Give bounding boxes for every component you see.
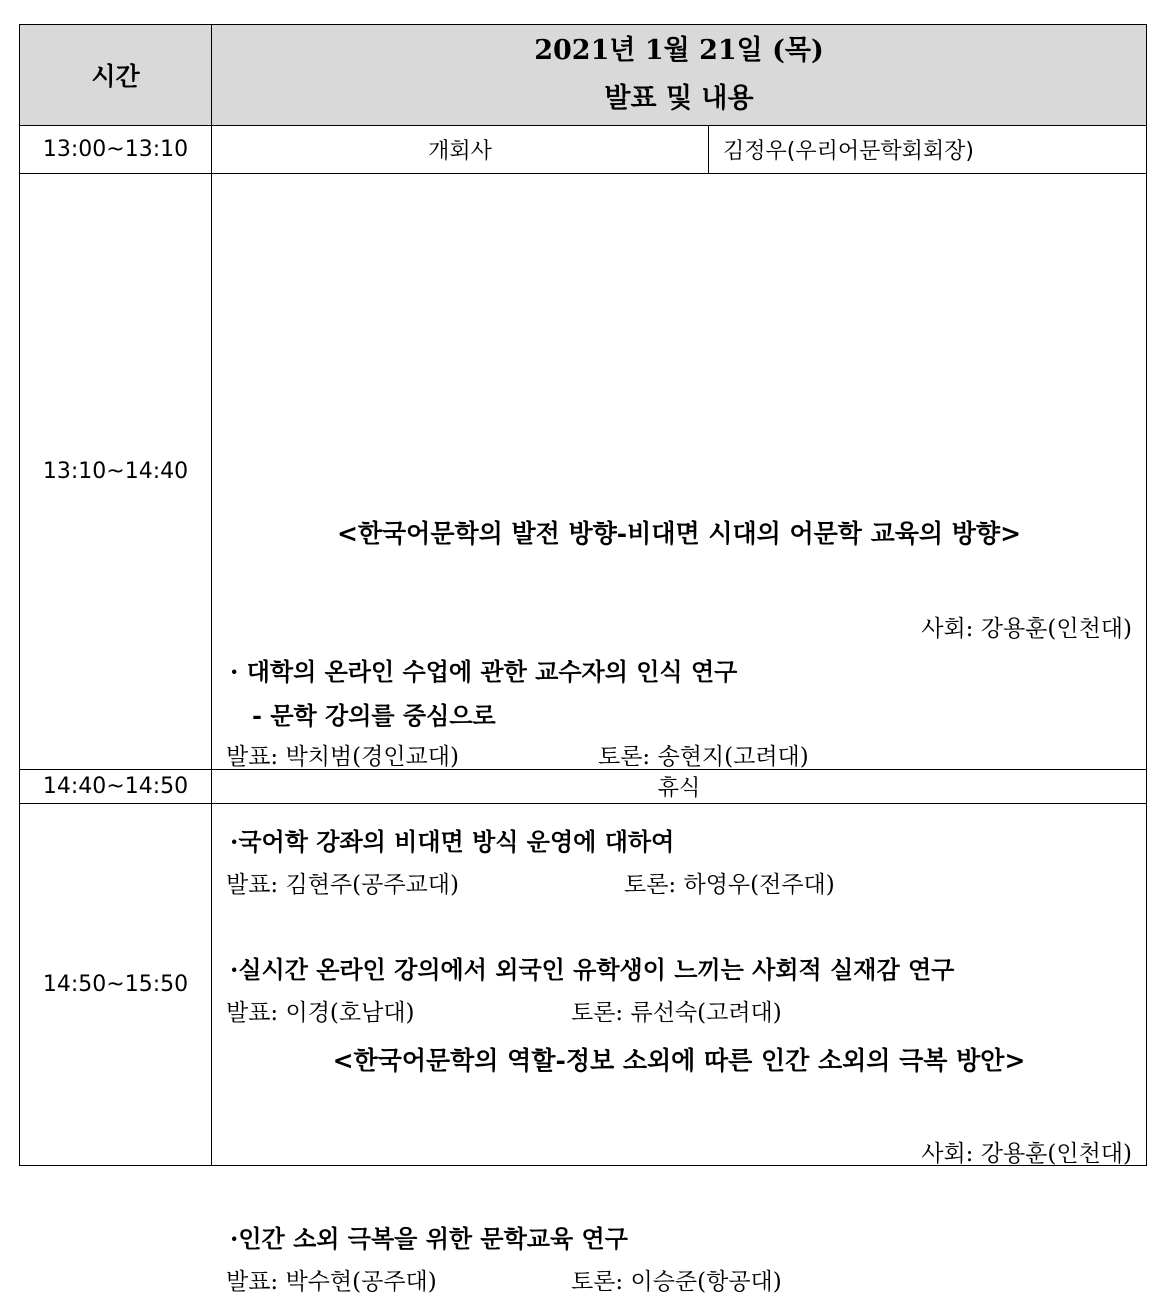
date-heading: 2021년 1월 21일 (목) [534,35,824,66]
talk2-title: ·국어학 강좌의 비대면 방식 운영에 대하여 [230,826,675,856]
session2-row [20,804,1147,1166]
opening-item: 개회사 [212,126,709,174]
header-row [20,25,1147,126]
talk2-people [226,866,835,899]
break-label: 휴식 [212,770,1147,804]
opening-time: 13:00~13:10 [20,126,212,174]
talk2-discussant: 토론: 하영우(전주대) [624,871,835,898]
talk4-discussant: 토론: 이승준(항공대) [571,1268,782,1295]
session1-row [20,174,1147,770]
schedule-table [19,24,1147,1295]
talk3-discussant: 토론: 류선숙(고려대) [571,999,782,1026]
talk2-presenter: 발표: 김현주(공주교대) [226,871,459,898]
opening-row [20,126,1147,174]
session2-moderator: 사회: 강용훈(인천대) [921,1140,1132,1167]
session2-time: 14:50~15:50 [20,804,212,1166]
talk4-presenter: 발표: 박수현(공주대) [226,1268,437,1295]
opening-person: 김정우(우리어문학회회장) [709,126,1147,174]
content-heading: 발표 및 내용 [604,83,754,114]
session2-title: <한국어문학의 역할-정보 소외에 따른 인간 소외의 극복 방안> [332,1045,1026,1075]
talk1-discussant: 토론: 송현지(고려대) [598,743,809,770]
talk1-subtitle: - 문학 강의를 중심으로 [252,700,496,730]
break-row [20,770,1147,804]
talk1-presenter: 발표: 박치범(경인교대) [226,743,459,770]
talk3-presenter: 발표: 이경(호남대) [226,999,415,1026]
talk1-people [226,738,809,771]
session1-moderator: 사회: 강용훈(인천대) [921,615,1132,642]
talk4-title: ·인간 소외 극복을 위한 문학교육 연구 [230,1223,628,1253]
session1-title: <한국어문학의 발전 방향-비대면 시대의 어문학 교육의 방향> [336,518,1022,548]
talk3-title: ·실시간 온라인 강의에서 외국인 유학생이 느끼는 사회적 실재감 연구 [230,954,955,984]
session2-content [212,804,1147,1295]
time-column-header: 시간 [20,25,212,126]
talk1-title: · 대학의 온라인 수업에 관한 교수자의 인식 연구 [230,656,738,686]
content-column-header [212,25,1147,126]
session1-time: 13:10~14:40 [20,174,212,770]
talk4-people [226,1263,782,1296]
talk3-people [226,994,782,1027]
break-time: 14:40~14:50 [20,770,212,804]
